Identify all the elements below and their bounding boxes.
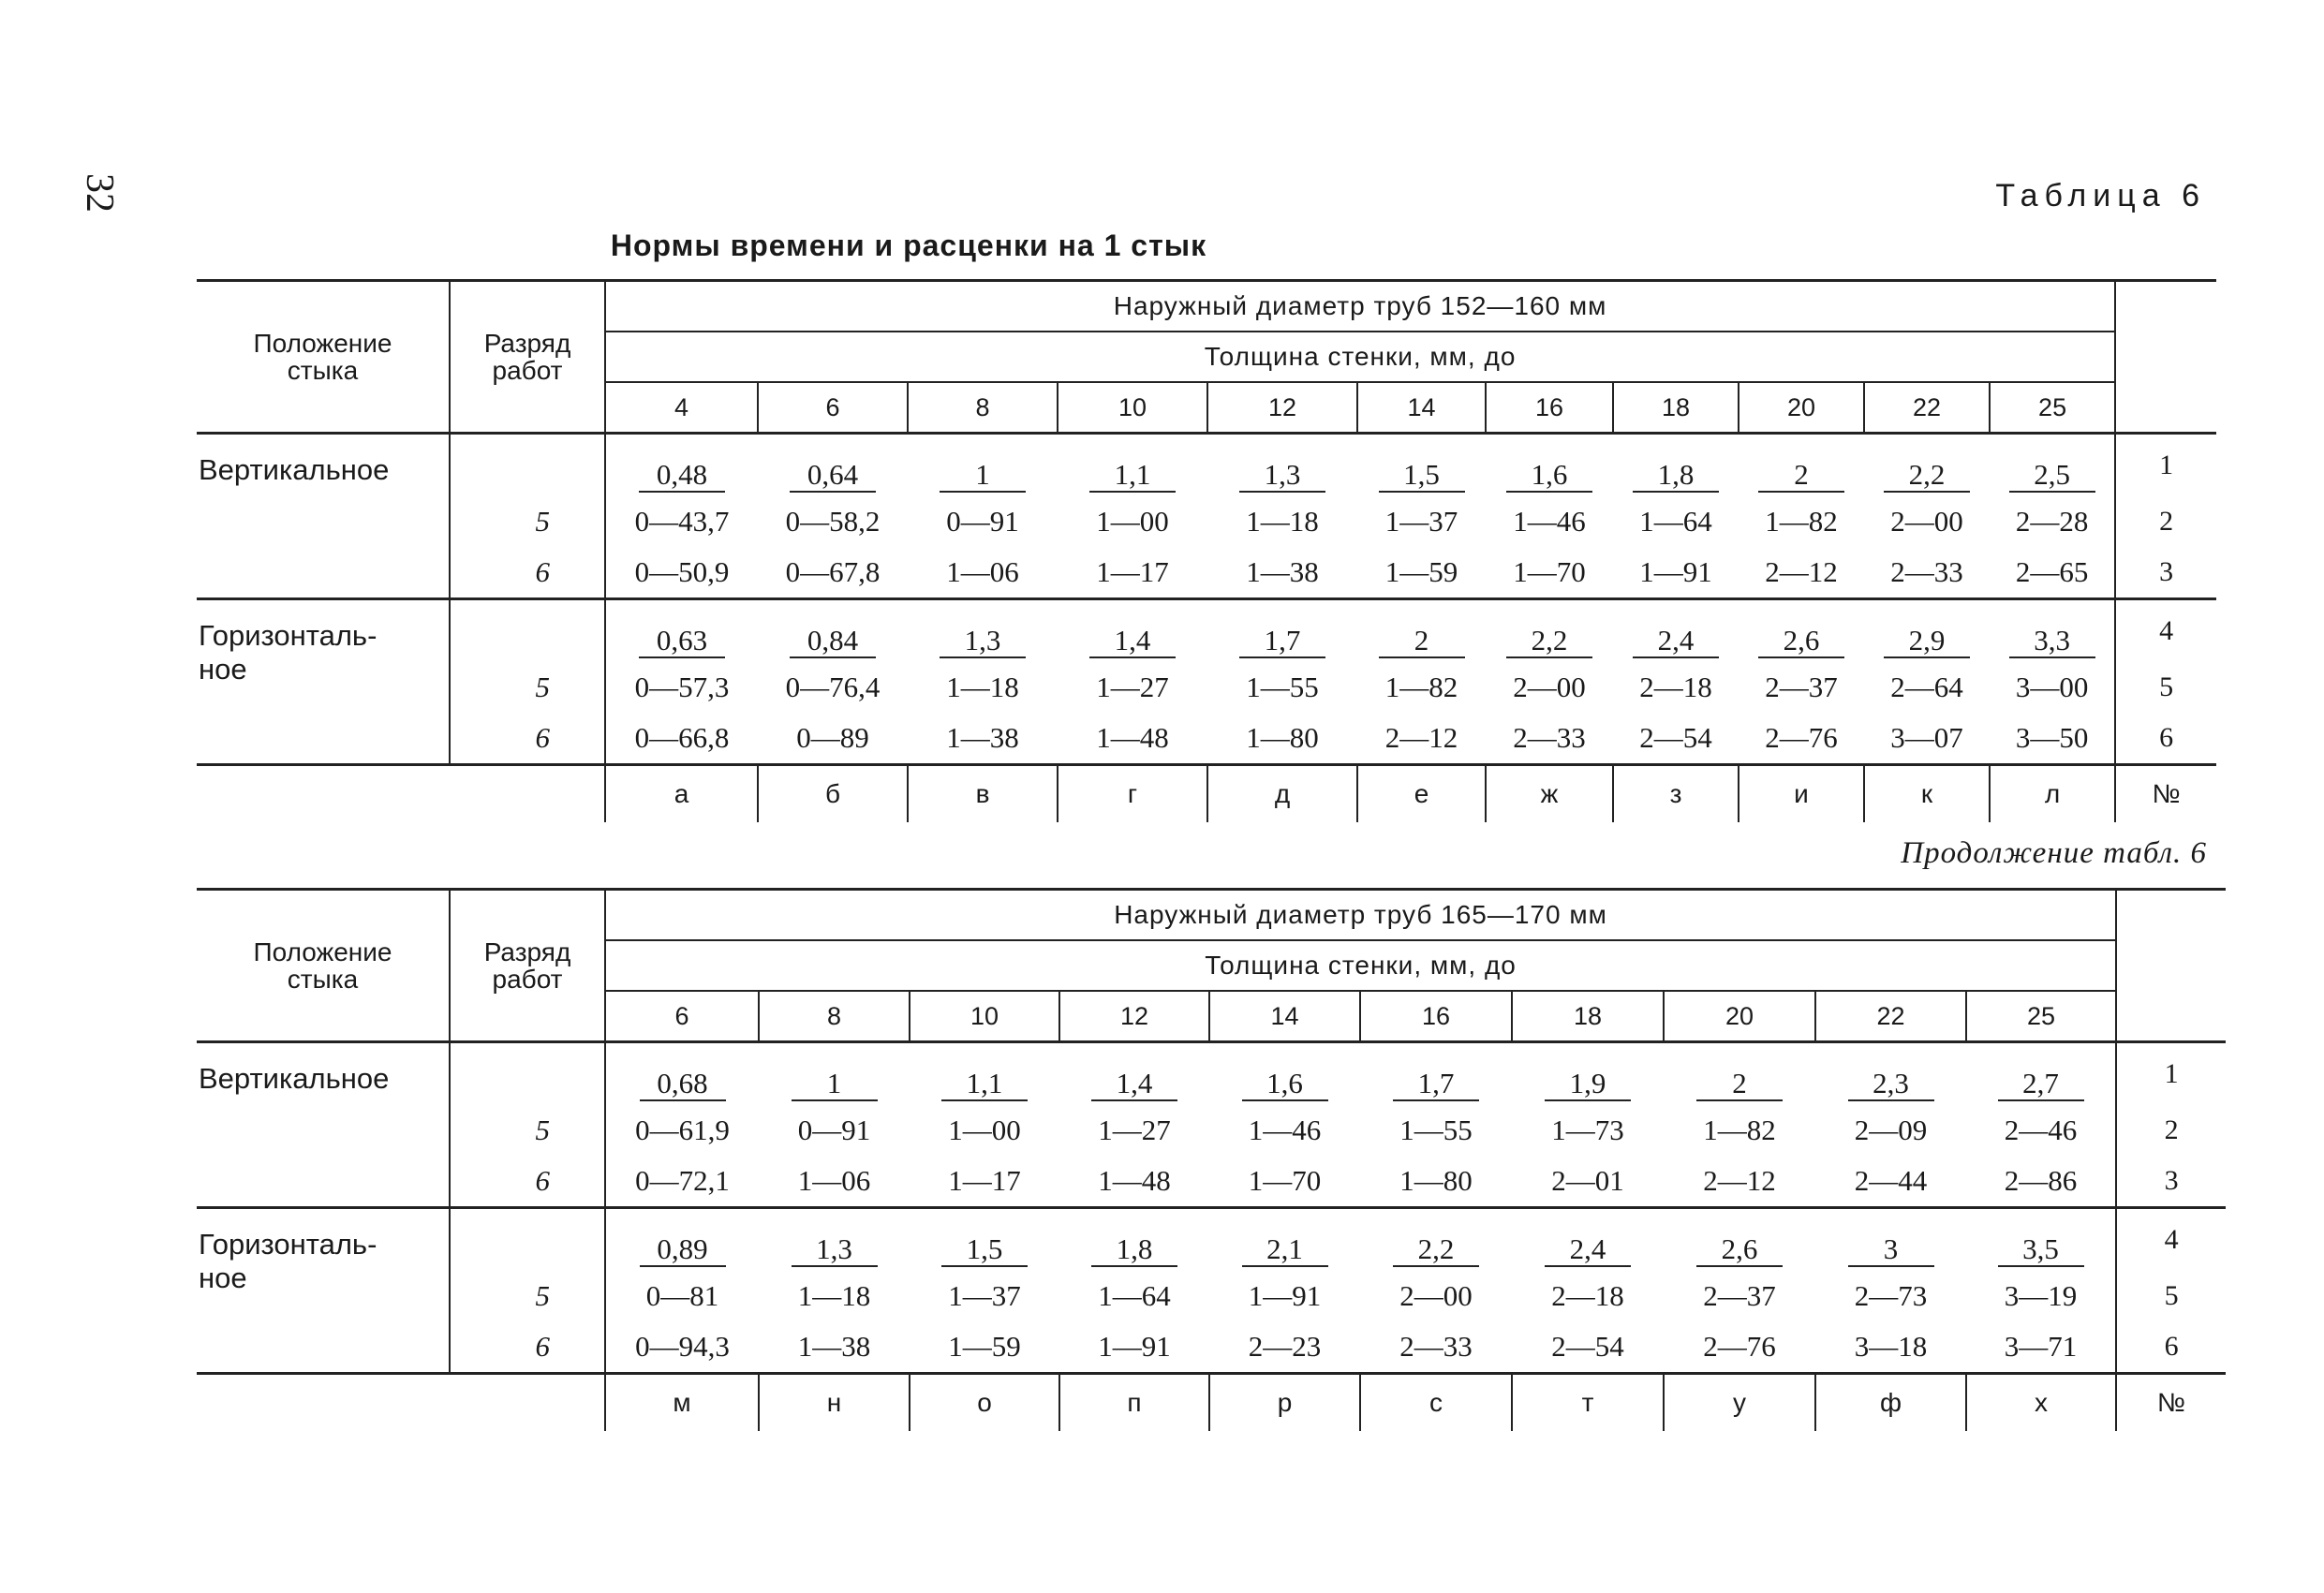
rate-cell: 1—55 xyxy=(1246,671,1319,703)
norm-time-value: 1,6 xyxy=(1506,459,1592,493)
page-number: 32 xyxy=(78,173,121,213)
column-letter: з xyxy=(1613,765,1739,823)
column-letter: п xyxy=(1059,1374,1209,1432)
header-row-number xyxy=(2116,890,2226,1042)
row-number: 3 xyxy=(2116,1156,2226,1208)
continuation-caption: Продолжение табл. 6 xyxy=(1901,836,2207,870)
norm-time-cell xyxy=(1486,599,1613,663)
norm-time-value: 1,7 xyxy=(1393,1068,1479,1101)
header-outer-diameter: Наружный диаметр труб 152—160 мм xyxy=(605,281,2115,332)
rate-cell: 1—82 xyxy=(1765,505,1838,538)
rate-cell: 1—55 xyxy=(1399,1114,1473,1146)
position-group xyxy=(197,1208,2226,1374)
rate-cell: 1—64 xyxy=(1098,1279,1171,1312)
rate-cell: 1—91 xyxy=(1639,555,1712,588)
header-wall-thickness: Толщина стенки, мм, до xyxy=(605,940,2116,991)
rate-cell: 1—17 xyxy=(948,1164,1021,1197)
norm-time-cell xyxy=(910,1042,1059,1106)
column-letter: е xyxy=(1357,765,1486,823)
rank-value: 6 xyxy=(450,713,605,765)
rate-cell: 3—00 xyxy=(2015,671,2089,703)
rate-cell: 1—06 xyxy=(946,555,1019,588)
rank-value: 5 xyxy=(450,496,605,547)
rate-cell: 0—76,4 xyxy=(785,671,881,703)
rate-cell: 1—73 xyxy=(1551,1114,1624,1146)
norm-time-value: 0,63 xyxy=(639,625,725,658)
rate-cell: 2—86 xyxy=(2004,1164,2078,1197)
thickness-header: 14 xyxy=(1209,991,1360,1042)
rate-cell: 3—19 xyxy=(2004,1279,2078,1312)
norm-time-value: 1,3 xyxy=(792,1233,878,1267)
column-letter: ф xyxy=(1815,1374,1966,1432)
table-row xyxy=(197,1042,2226,1106)
rate-cell: 1—27 xyxy=(1096,671,1169,703)
norm-time-cell xyxy=(1512,1208,1664,1272)
thickness-header: 22 xyxy=(1815,991,1966,1042)
norm-time-cell xyxy=(758,599,908,663)
table-row xyxy=(197,434,2216,497)
rate-cell: 2—12 xyxy=(1765,555,1838,588)
rate-cell: 1—27 xyxy=(1098,1114,1171,1146)
position-group xyxy=(197,599,2216,765)
rate-cell: 0—66,8 xyxy=(634,721,730,754)
norm-time-value: 1,4 xyxy=(1089,625,1176,658)
row-number: 1 xyxy=(2116,1042,2226,1106)
rate-cell: 1—38 xyxy=(1246,555,1319,588)
norm-time-cell xyxy=(1207,599,1357,663)
table-row xyxy=(197,1208,2226,1272)
norm-time-value: 1,8 xyxy=(1091,1233,1177,1267)
table-row xyxy=(197,496,2216,547)
rate-cell: 1—70 xyxy=(1513,555,1586,588)
norm-time-cell xyxy=(908,434,1058,497)
norm-time-value: 1,7 xyxy=(1239,625,1325,658)
thickness-header: 25 xyxy=(2038,392,2067,421)
thickness-header: 12 xyxy=(1059,991,1209,1042)
norm-time-value: 2,6 xyxy=(1696,1233,1783,1267)
row-number: 4 xyxy=(2116,1208,2226,1272)
header-rank: Разряд работ xyxy=(450,890,605,1042)
rate-cell: 1—00 xyxy=(1096,505,1169,538)
row-number: 6 xyxy=(2116,1321,2226,1374)
footer-empty xyxy=(450,1374,605,1432)
column-letter: б xyxy=(758,765,908,823)
rank-value: 5 xyxy=(450,662,605,713)
norm-time-cell xyxy=(1360,1042,1512,1106)
norm-time-value: 2,1 xyxy=(1242,1233,1328,1267)
norm-time-cell xyxy=(605,1042,759,1106)
column-letters xyxy=(197,765,2216,823)
norm-time-cell xyxy=(1864,599,1990,663)
norm-time-value: 1,3 xyxy=(940,625,1026,658)
norm-time-cell xyxy=(1815,1208,1966,1272)
row-number: 6 xyxy=(2115,713,2216,765)
rate-cell: 2—12 xyxy=(1384,721,1458,754)
norm-time-value: 0,64 xyxy=(790,459,876,493)
rate-cell: 2—37 xyxy=(1765,671,1838,703)
rate-cell: 1—91 xyxy=(1098,1330,1171,1363)
column-letter: г xyxy=(1058,765,1207,823)
rate-cell: 3—18 xyxy=(1854,1330,1928,1363)
thickness-header: 6 xyxy=(605,991,759,1042)
norm-time-cell xyxy=(759,1042,910,1106)
norm-time-cell xyxy=(1966,1042,2116,1106)
rate-cell: 1—38 xyxy=(797,1330,871,1363)
rate-cell: 0—43,7 xyxy=(634,505,730,538)
position-label: Горизонталь- ное xyxy=(197,599,450,765)
column-letter: т xyxy=(1512,1374,1664,1432)
column-letter: у xyxy=(1664,1374,1815,1432)
header-wall-thickness: Толщина стенки, мм, до xyxy=(605,332,2115,382)
table-row xyxy=(197,1321,2226,1374)
column-letter: д xyxy=(1207,765,1357,823)
rate-cell: 1—37 xyxy=(948,1279,1021,1312)
norm-time-value: 1,5 xyxy=(941,1233,1028,1267)
rate-cell: 0—67,8 xyxy=(785,555,881,588)
norm-time-value: 2,3 xyxy=(1848,1068,1934,1101)
rank-value: 6 xyxy=(450,1321,605,1374)
thickness-header: 4 xyxy=(605,382,758,434)
rate-cell: 2—37 xyxy=(1703,1279,1776,1312)
table-row xyxy=(197,1105,2226,1156)
row-number: 1 xyxy=(2115,434,2216,497)
norm-time-value: 1 xyxy=(940,459,1026,493)
norm-time-value: 2,2 xyxy=(1884,459,1970,493)
header-rank: Разряд работ xyxy=(450,281,605,434)
norm-time-cell xyxy=(605,434,758,497)
rate-cell: 0—61,9 xyxy=(635,1114,730,1146)
rate-cell: 0—91 xyxy=(797,1114,871,1146)
norm-time-value: 2,6 xyxy=(1758,625,1844,658)
thickness-header: 8 xyxy=(759,991,910,1042)
thickness-header: 18 xyxy=(1613,382,1739,434)
rank-value: 5 xyxy=(450,1271,605,1321)
norm-time-cell xyxy=(1357,434,1486,497)
rate-cell: 2—73 xyxy=(1854,1279,1928,1312)
norm-time-cell xyxy=(1209,1208,1360,1272)
thickness-header: 6 xyxy=(758,382,908,434)
rate-cell: 0—81 xyxy=(645,1279,719,1312)
norms-table-152-160 xyxy=(197,279,2216,822)
rate-cell: 1—64 xyxy=(1639,505,1712,538)
norm-time-cell xyxy=(1058,434,1207,497)
rank-empty xyxy=(450,434,605,497)
norm-time-value: 2,2 xyxy=(1506,625,1592,658)
column-letter: в xyxy=(908,765,1058,823)
rate-cell: 2—18 xyxy=(1639,671,1712,703)
table-row xyxy=(197,662,2216,713)
thickness-header: 25 xyxy=(2027,1001,2056,1030)
rate-cell: 2—33 xyxy=(1513,721,1586,754)
thickness-header: 16 xyxy=(1486,382,1613,434)
rate-cell: 1—18 xyxy=(797,1279,871,1312)
rate-cell: 0—91 xyxy=(946,505,1019,538)
rate-cell: 3—71 xyxy=(2004,1330,2078,1363)
norm-time-value: 1,4 xyxy=(1091,1068,1177,1101)
norm-time-cell xyxy=(605,599,758,663)
thickness-header: 10 xyxy=(1058,382,1207,434)
norm-time-value: 0,84 xyxy=(790,625,876,658)
rate-cell: 1—82 xyxy=(1703,1114,1776,1146)
norm-time-value: 0,48 xyxy=(639,459,725,493)
norm-time-value: 0,68 xyxy=(640,1068,726,1101)
rate-cell: 2—76 xyxy=(1765,721,1838,754)
rate-cell: 2—00 xyxy=(1890,505,1963,538)
norms-table-165-170 xyxy=(197,888,2226,1431)
rank-value: 6 xyxy=(450,1156,605,1208)
column-letter: ж xyxy=(1486,765,1613,823)
rate-cell: 0—94,3 xyxy=(635,1330,730,1363)
rate-cell: 2—33 xyxy=(1399,1330,1473,1363)
column-letter: о xyxy=(910,1374,1059,1432)
rate-cell: 2—64 xyxy=(1890,671,1963,703)
table-row xyxy=(197,1271,2226,1321)
rank-empty xyxy=(450,1042,605,1106)
thickness-header: 10 xyxy=(910,991,1059,1042)
rate-cell: 1—59 xyxy=(1384,555,1458,588)
thickness-header: 16 xyxy=(1360,991,1512,1042)
rate-cell: 3—50 xyxy=(2015,721,2089,754)
norm-time-value: 3 xyxy=(1848,1233,1934,1267)
header-row-number xyxy=(2115,281,2216,434)
rate-cell: 1—46 xyxy=(1248,1114,1322,1146)
norm-time-cell xyxy=(1664,1042,1815,1106)
norm-time-cell xyxy=(1815,1042,1966,1106)
norm-time-value: 0,89 xyxy=(640,1233,726,1267)
norm-time-cell xyxy=(605,1208,759,1272)
rate-cell: 1—37 xyxy=(1384,505,1458,538)
norm-time-value: 2 xyxy=(1758,459,1844,493)
header-position: Положение стыка xyxy=(197,281,450,434)
thickness-header: 18 xyxy=(1512,991,1664,1042)
thickness-header: 20 xyxy=(1664,991,1815,1042)
rate-cell: 2—54 xyxy=(1639,721,1712,754)
rate-cell: 1—17 xyxy=(1096,555,1169,588)
rate-cell: 2—12 xyxy=(1703,1164,1776,1197)
position-label: Горизонталь- ное xyxy=(197,1208,450,1374)
norm-time-cell xyxy=(1664,1208,1815,1272)
norm-time-cell xyxy=(1486,434,1613,497)
norm-time-cell xyxy=(759,1208,910,1272)
rate-cell: 0—58,2 xyxy=(785,505,881,538)
rank-empty xyxy=(450,1208,605,1272)
row-number: 3 xyxy=(2115,547,2216,599)
column-letter: с xyxy=(1360,1374,1512,1432)
norm-time-cell xyxy=(1966,1208,2116,1272)
footer-empty xyxy=(197,1374,450,1432)
norm-time-cell xyxy=(1990,434,2115,497)
norm-time-value: 2,2 xyxy=(1393,1233,1479,1267)
rank-value: 6 xyxy=(450,547,605,599)
rate-cell: 0—57,3 xyxy=(634,671,730,703)
rate-cell: 1—00 xyxy=(948,1114,1021,1146)
thickness-header: 14 xyxy=(1357,382,1486,434)
column-letter: л xyxy=(1990,765,2115,823)
rate-cell: 1—46 xyxy=(1513,505,1586,538)
norm-time-value: 2 xyxy=(1379,625,1465,658)
rate-cell: 1—06 xyxy=(797,1164,871,1197)
rate-cell: 1—70 xyxy=(1248,1164,1322,1197)
column-letter: н xyxy=(759,1374,910,1432)
norm-time-cell xyxy=(1059,1042,1209,1106)
norm-time-value: 3,5 xyxy=(1998,1233,2084,1267)
column-letter: к xyxy=(1864,765,1990,823)
norm-time-value: 1 xyxy=(792,1068,878,1101)
table-title: Нормы времени и расценки на 1 стык xyxy=(610,229,1207,262)
norm-time-value: 1,1 xyxy=(941,1068,1028,1101)
rate-cell: 2—76 xyxy=(1703,1330,1776,1363)
rate-cell: 1—80 xyxy=(1246,721,1319,754)
rate-cell: 0—72,1 xyxy=(635,1164,730,1197)
column-letter: х xyxy=(1966,1374,2116,1432)
footer-number-sign: № xyxy=(2116,1374,2226,1432)
norm-time-cell xyxy=(1864,434,1990,497)
rank-empty xyxy=(450,599,605,663)
rate-cell: 3—07 xyxy=(1890,721,1963,754)
rate-cell: 2—01 xyxy=(1551,1164,1624,1197)
rate-cell: 1—82 xyxy=(1384,671,1458,703)
norm-time-cell xyxy=(1512,1042,1664,1106)
table-label: Таблица 6 xyxy=(1995,178,2206,214)
rate-cell: 0—50,9 xyxy=(634,555,730,588)
footer-empty xyxy=(450,765,605,823)
rate-cell: 2—46 xyxy=(2004,1114,2078,1146)
norm-time-value: 1,6 xyxy=(1242,1068,1328,1101)
table-header xyxy=(197,890,2226,1042)
rate-cell: 0—89 xyxy=(796,721,869,754)
rank-value: 5 xyxy=(450,1105,605,1156)
thickness-header: 20 xyxy=(1739,382,1864,434)
thickness-header: 22 xyxy=(1864,382,1990,434)
row-number: 5 xyxy=(2115,662,2216,713)
column-letters xyxy=(197,1374,2226,1432)
norm-time-cell xyxy=(758,434,908,497)
norm-time-value: 1,8 xyxy=(1633,459,1719,493)
norm-time-value: 2,7 xyxy=(1998,1068,2084,1101)
norm-time-cell xyxy=(1058,599,1207,663)
rate-cell: 1—38 xyxy=(946,721,1019,754)
norm-time-value: 1,1 xyxy=(1089,459,1176,493)
norm-time-cell xyxy=(1360,1208,1512,1272)
footer-number-sign: № xyxy=(2115,765,2216,823)
position-label: Вертикальное xyxy=(197,1042,450,1208)
rate-cell: 1—18 xyxy=(1246,505,1319,538)
rate-cell: 2—09 xyxy=(1854,1114,1928,1146)
position-group xyxy=(197,434,2216,599)
table-row xyxy=(197,599,2216,663)
column-letter: а xyxy=(605,765,758,823)
norm-time-cell xyxy=(1613,599,1739,663)
norm-time-value: 2,9 xyxy=(1884,625,1970,658)
norm-time-value: 3,3 xyxy=(2009,625,2095,658)
rate-cell: 1—48 xyxy=(1098,1164,1171,1197)
rate-cell: 1—48 xyxy=(1096,721,1169,754)
rate-cell: 2—65 xyxy=(2015,555,2089,588)
norm-time-cell xyxy=(908,599,1058,663)
rate-cell: 2—54 xyxy=(1551,1330,1624,1363)
norm-time-value: 2,5 xyxy=(2009,459,2095,493)
row-number: 4 xyxy=(2115,599,2216,663)
norm-time-cell xyxy=(1990,599,2115,663)
rate-cell: 1—91 xyxy=(1248,1279,1322,1312)
norm-time-value: 2,4 xyxy=(1633,625,1719,658)
norm-time-value: 1,3 xyxy=(1239,459,1325,493)
norm-time-value: 1,9 xyxy=(1545,1068,1631,1101)
norm-time-value: 2,4 xyxy=(1545,1233,1631,1267)
rate-cell: 2—28 xyxy=(2015,505,2089,538)
norm-time-value: 2 xyxy=(1696,1068,1783,1101)
rate-cell: 2—33 xyxy=(1890,555,1963,588)
thickness-header: 8 xyxy=(908,382,1058,434)
rate-cell: 2—00 xyxy=(1513,671,1586,703)
header-outer-diameter: Наружный диаметр труб 165—170 мм xyxy=(605,890,2116,941)
row-number: 5 xyxy=(2116,1271,2226,1321)
norm-time-cell xyxy=(1357,599,1486,663)
table-header xyxy=(197,281,2216,434)
table-row xyxy=(197,1156,2226,1208)
position-label: Вертикальное xyxy=(197,434,450,599)
rate-cell: 2—44 xyxy=(1854,1164,1928,1197)
table-row xyxy=(197,713,2216,765)
rate-cell: 1—59 xyxy=(948,1330,1021,1363)
norm-time-cell xyxy=(1739,599,1864,663)
norm-time-cell xyxy=(1613,434,1739,497)
table-row xyxy=(197,547,2216,599)
position-group xyxy=(197,1042,2226,1208)
footer-empty xyxy=(197,765,450,823)
rate-cell: 1—80 xyxy=(1399,1164,1473,1197)
norm-time-cell xyxy=(1209,1042,1360,1106)
column-letter: м xyxy=(605,1374,759,1432)
rate-cell: 2—00 xyxy=(1399,1279,1473,1312)
norm-time-cell xyxy=(910,1208,1059,1272)
norm-time-cell xyxy=(1207,434,1357,497)
norm-time-value: 1,5 xyxy=(1379,459,1465,493)
row-number: 2 xyxy=(2116,1105,2226,1156)
row-number: 2 xyxy=(2115,496,2216,547)
rate-cell: 2—23 xyxy=(1248,1330,1322,1363)
rate-cell: 1—18 xyxy=(946,671,1019,703)
column-letter: р xyxy=(1209,1374,1360,1432)
rate-cell: 2—18 xyxy=(1551,1279,1624,1312)
thickness-header: 12 xyxy=(1207,382,1357,434)
norm-time-cell xyxy=(1739,434,1864,497)
norm-time-cell xyxy=(1059,1208,1209,1272)
column-letter: и xyxy=(1739,765,1864,823)
header-position: Положение стыка xyxy=(197,890,450,1042)
